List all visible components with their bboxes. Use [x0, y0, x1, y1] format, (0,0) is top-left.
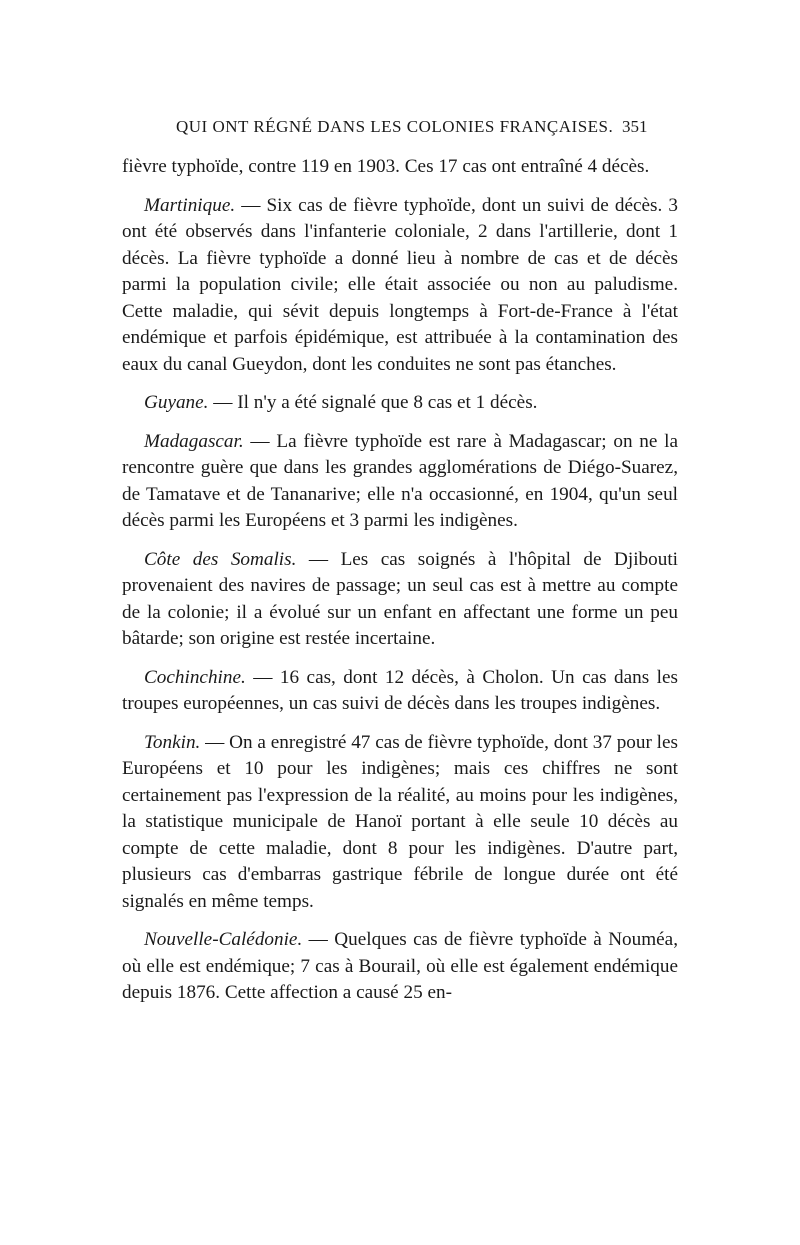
paragraph-text: — Six cas de fièvre typhoïde, dont un suivi de décès. 3 ont été observés dans l'infanterie coloniale, 2 dans l'artillerie, dont 1 décès. La fièvre typhoïde a donné lieu à nombre de cas et de décès parmi la population civile; elle était associée ou non au paludisme. Cette maladie, qui sévit depuis longtemps à Fort-de-France à l'état endémique et parfois épidémique, est attribuée à la contamination des eaux du canal Gueydon, dont les conduites ne sont pas étanches. — [122, 194, 678, 375]
paragraph-cochinchine — [122, 665, 678, 718]
body-text — [122, 154, 678, 1007]
paragraph-label: Madagascar. — [144, 430, 244, 452]
paragraph-text: — Les cas soignés à l'hôpital de Djibouti provenaient des navires de passage; un seul cas est à mettre au compte de la colonie; il a évolué sur un enfant en affectant une forme un peu bâtarde; son origine est restée incertaine. — [122, 548, 678, 649]
paragraph-label: Tonkin. — [144, 731, 201, 753]
paragraph-label: Nouvelle-Calédonie. — [144, 929, 303, 950]
paragraph-guyane — [122, 390, 678, 417]
paragraph-text: fièvre typhoïde, contre 119 en 1903. Ces 17 cas ont entraîné 4 décès. — [122, 156, 650, 177]
paragraph-text: — 16 cas, dont 12 décès, à Cholon. Un cas dans les troupes européennes, un cas suivi de décès dans les troupes indigènes. — [122, 666, 678, 714]
paragraph-text: — Quelques cas de fièvre typhoïde à Nouméa, où elle est endémique; 7 cas à Bourail, où elle est également endémique depuis 1876. Cette affection a causé 25 en- — [122, 929, 678, 1003]
paragraph-text: — On a enregistré 47 cas de fièvre typhoïde, dont 37 pour les Européens et 10 pour les indigènes; mais ces chiffres ne sont certainement pas l'expression de la réalité, au moins pour les indigènes, la statistique municipale de Hanoï portant à elle seule 10 décès au compte de cette maladie, dont 8 pour les indigènes. D'autre part, plusieurs cas d'embarras gastrique fébrile de longue durée ont été signalés en même temps. — [122, 731, 678, 912]
paragraph-cote-des-somalis — [122, 547, 678, 653]
paragraph-martinique — [122, 193, 678, 379]
paragraph-tonkin — [122, 730, 678, 916]
paragraph-continuation — [122, 154, 678, 181]
running-head: QUI ONT RÉGNÉ DANS LES COLONIES FRANÇAISES. — [176, 117, 614, 136]
paragraph-label: Guyane. — [144, 392, 209, 413]
paragraph-text: — La fièvre typhoïde est rare à Madagascar; on ne la rencontre guère que dans les grandes agglomérations de Diégo-Suarez, de Tamatave et de Tananarive; elle n'a occasionné, en 1904, qu'un seul décès parmi les Européens et 3 parmi les indigènes. — [122, 430, 678, 531]
paragraph-nouvelle-caledonie — [122, 927, 678, 1007]
paragraph-label: Cochinchine. — [144, 666, 246, 688]
paragraph-label: Martinique. — [144, 194, 236, 216]
paragraph-text: — Il n'y a été signalé que 8 cas et 1 décès. — [208, 392, 538, 413]
paragraph-label: Côte des Somalis. — [144, 548, 297, 570]
paragraph-madagascar — [122, 429, 678, 535]
page-number: 351 — [622, 117, 648, 136]
